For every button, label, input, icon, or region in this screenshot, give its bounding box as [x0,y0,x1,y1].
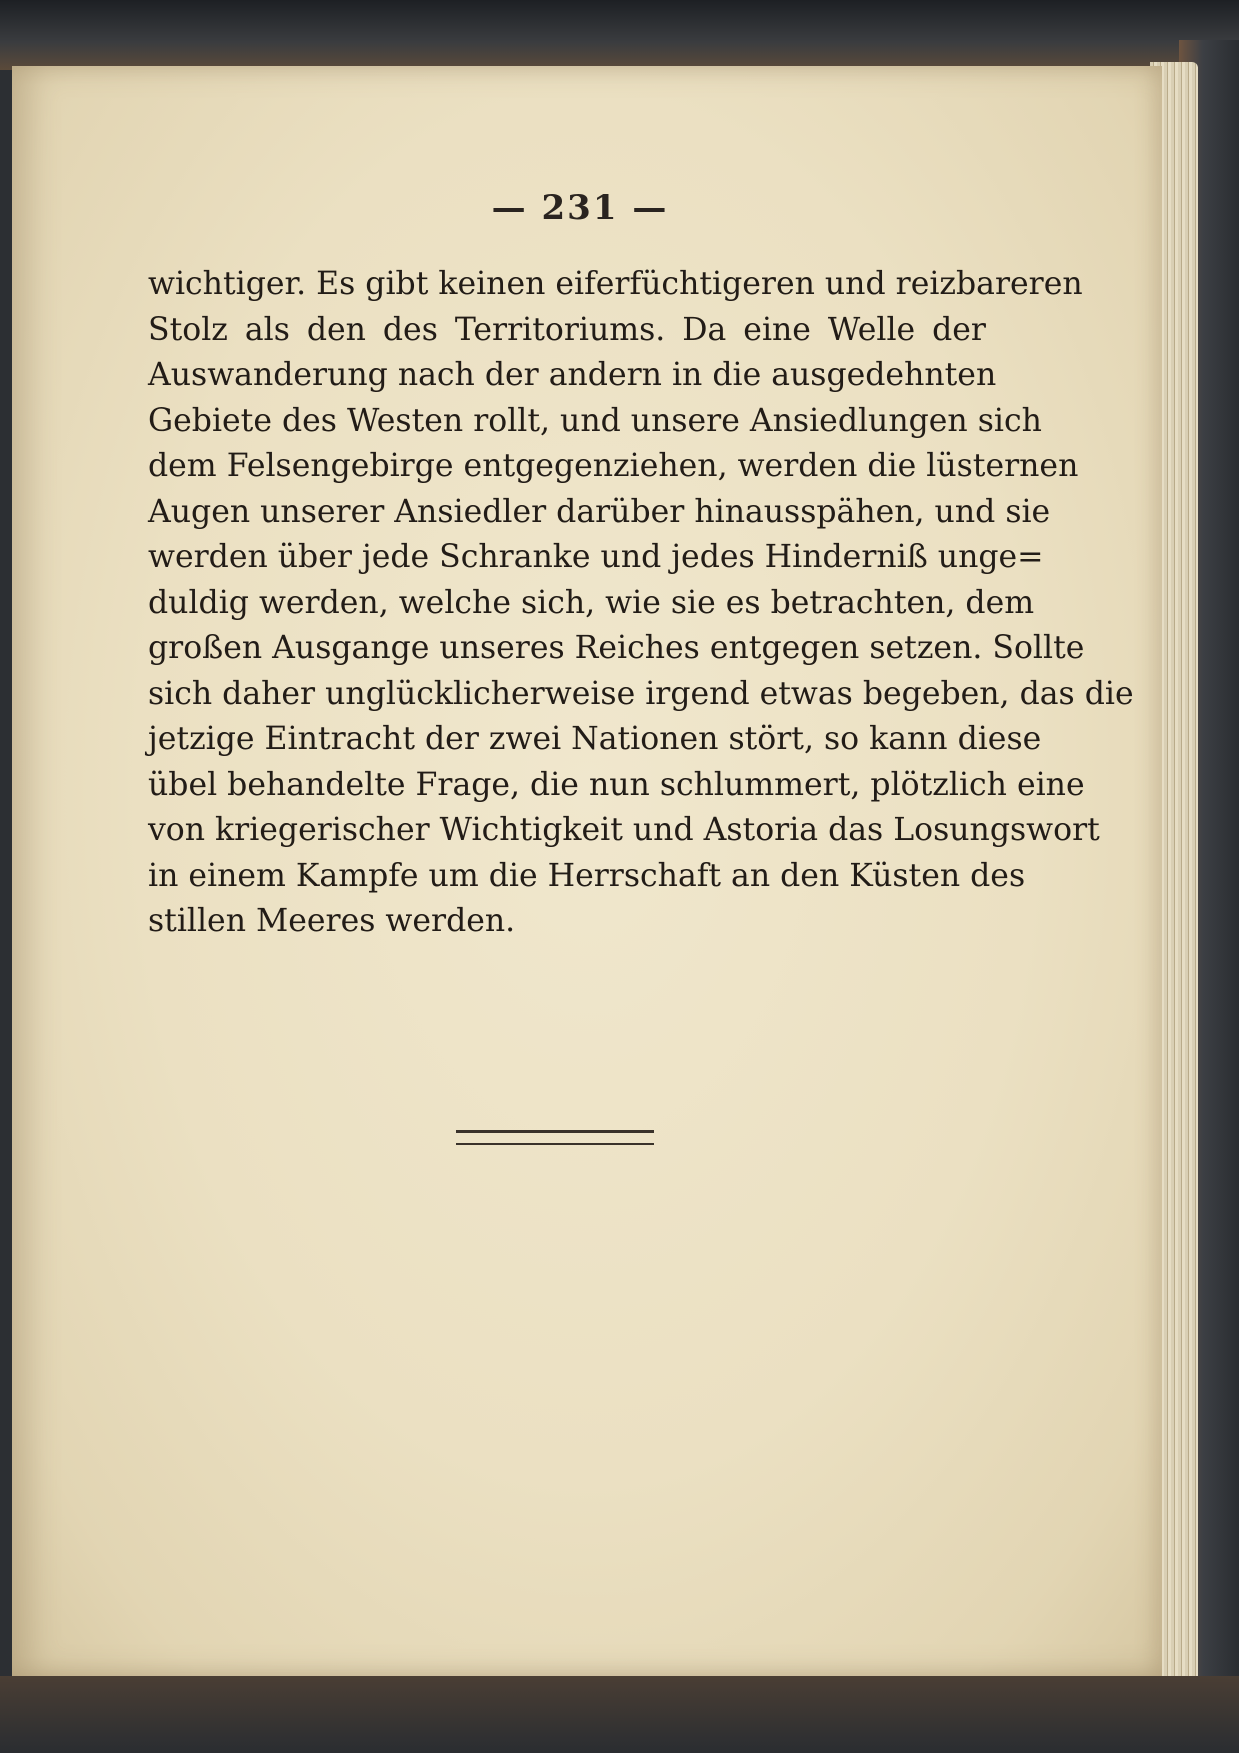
book-cover-top [0,0,1239,70]
text-line: jetzige Eintracht der zwei Nationen stört, so kann diese [148,721,1042,757]
text-line: großen Ausgange unseres Reiches entgegen setzen. Sollte [148,630,1085,666]
text-line: von kriegerischer Wichtigkeit und Astoria das Losungswort [148,812,1100,848]
text-line: sich daher unglücklicherweise irgend etwas begeben, das die [148,675,1134,712]
body-text [148,262,1134,945]
section-end-rule [456,1130,654,1145]
text-line: Stolz als den des Territoriums. Da eine Welle der [148,311,986,348]
text-line: duldig werden, welche sich, wie sie es betrachten, dem [148,584,1035,621]
text-line: in einem Kampfe um die Herrschaft an den Küsten des [148,857,1026,894]
text-line: Augen unserer Ansiedler darüber hinausspähen, und sie [148,493,1051,530]
text-line: übel behandelte Frage, die nun schlummert, plötzlich eine [148,766,1085,803]
text-line: Gebiete des Westen rollt, und unsere Ansiedlungen sich [148,402,1042,439]
page-number: — 231 — [491,188,669,228]
text-line: Auswanderung nach der andern in die ausgedehnten [148,357,997,393]
text-line: wichtiger. Es gibt keinen eiferfüchtigeren und reizbareren [148,266,1083,302]
text-line: stillen Meeres werden. [148,903,516,939]
book-cover-bottom [0,1676,1239,1753]
text-line: dem Felsengebirge entgegenziehen, werden die lüsternen [148,448,1079,484]
text-line: werden über jede Schranke und jedes Hinderniß unge= [148,539,1044,575]
